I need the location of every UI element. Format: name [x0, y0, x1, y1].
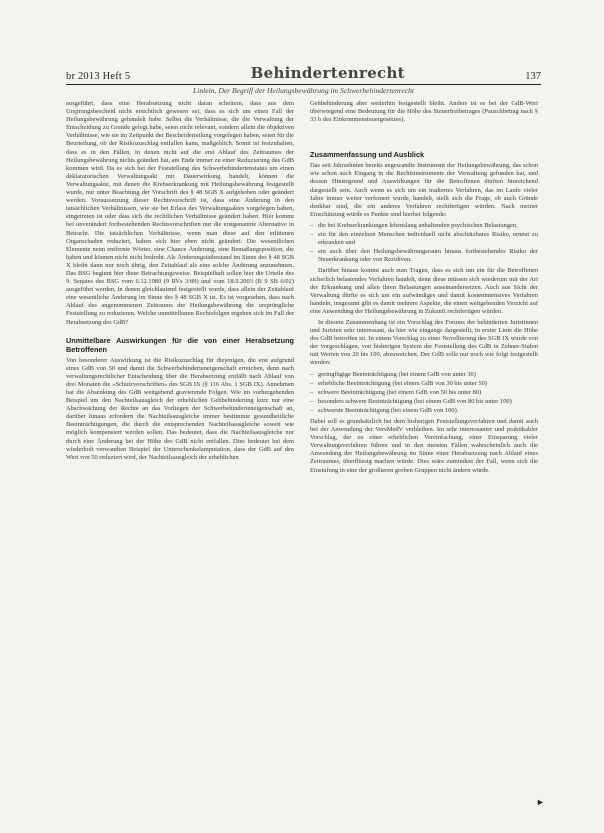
continuation-arrow-icon: ► — [536, 797, 545, 807]
list-item: – erhebliche Beeinträchtigung (bei einem GdB von 30 bis unter 50) — [310, 380, 538, 388]
right-paragraph-2: Das seit Jahrzehnten bereits angewandte Instrument der Heilungsbewährung, das schon wie schon auch Eingang in die Rechtsinstrumente der Verwaltung gefunden hat, und dessen Hintergrund und Auswirkungen für die Betroffenen dürften hinreichend dargestellt sein. Auch wenn es sich um ein tradiertes Verfahren, das im Laufe vieler Jahre immer weiter verfeinert wurde, handelt, stellt sich die Frage, ob auch Gründe denkbar sind, die ein anderes Verfahren rechtfertigen würden. Nach meiner Einschätzung würde es Punkte sind hierbei folgende: — [310, 162, 538, 218]
left-paragraph-2: Von besonderer Auswirkung ist die Risikozuschlag für diejenigen, die erst aufgrund eines GdB von 50 und damit die Schwerbehinderteneigenschaft erreichen, denn nach verwaltungsrechtlicher Entscheidung über die Herabsetzung entfällt nach Ablauf von drei Monaten die »Schutzvorschriften« des SGB IX (§ 116 Abs. 1 SGB IX). Annehmen hat die Absenkung des GdB weitgehend gravierende Folgen. Wie im vorhergehenden Beispiel um den Nachteilsausgleich der erheblichen Gehbehinderung kurz nur eine Abschwächung der Rechte an das Vorliegen der Schwerbehinderteneigenschaft an, darüber hinaus erfordern die Nachteilsausgleiche immer bestimmte gesundheitliche Beeinträchtigungen, die durch die entsprechenden Nachteilsausgleiche soweit wie möglich kompensiert werden sollen. Das bedeutet, dass die Nachteilsausgleiche nur durch eine Änderung bei der Höhe des GdB nicht entfallen. Dies bedeutet bei dem wiederholt verwandten Beispiel der Unterschenkelamputation, dass der GdB auf den Wert von 50 reduziert wird, der Nachteilsausgleich der erheblichen — [66, 356, 294, 461]
list-item: – schwere Beeinträchtigung (bei einem GdB von 50 bis unter 80) — [310, 389, 538, 397]
right-column — [310, 100, 538, 478]
right-paragraph-1: Gehbehinderung aber weiterhin festgestellt bleibt. Anders ist es bei der GdB-Wert überwiegend eine Bedeutung für die Höhe des Steuerfreibetrages (Pauschbetrag nach § 33 b des Einkommensteuergesetzes). — [310, 100, 538, 124]
gdb-levels-list — [310, 371, 538, 415]
list-item: – schwerste Beeinträchtigung (bei einem GdB von 100). — [310, 407, 538, 415]
list-item: – ein auch über den Heilungsbewährungsraum hinaus fortbestehendes Risiko der Neuerkrankung oder von Rezidiven. — [310, 248, 538, 264]
issue-label: br 2013 Heft 5 — [66, 71, 131, 82]
right-paragraph-5: Dabei soll es grundsätzlich bei dem bisherigen Feststellungsverfahren und damit auch bei der Anwendung der VersMedV verbleiben. Im sehr interessanter und praktikabler Vorschlag, der zu einer erheblichen Vereinfachung, einer Einsparung vieler Verwaltungsverfahren führen und in den meisten Fällen wahrscheinlich auch die Anwendung der Heilungsbewährung im Sinne einer Herabsetzung nach Ablauf eines Zeitraumes, überflüssig machen würde. Dies wäre zumindest der Fall, wenn sich die Einstufung in eine der großteren groben Gruppen nicht ändern würde. — [310, 418, 538, 474]
list-item: – die bei Krebserkrankungen lebenslang anhaltenden psychischen Belastungen, — [310, 222, 538, 230]
article-subtitle: Linlein, Der Begriff der Heilungsbewährung im Schwerbehindertenrecht — [193, 86, 414, 95]
page-number: 137 — [525, 71, 541, 82]
list-item: – geringfügige Beeinträchtigung (bei einem GdB von unter 30) — [310, 371, 538, 379]
right-paragraph-4: In diesem Zusammenhang ist ein Vorschlag des Forums der behinderten Juristinnen und Juristen sehr interessant, da hier wie eingangs dargestellt, in erster Linie die Höhe des GdB betroffen ist. In einem Vorschlag zu einer Novellierung des SGB IX wurde von der vorgeschlagen, von bisherigen System der Feststellung des GdB in Zehner-Stufen mit Werten von 20 bis 100, abzuweichen. Der GdB solle nur noch wie folgt festgestellt werden: — [310, 318, 538, 367]
left-paragraph-1: ausgeführt, dass eine Herabsetzung nicht daran scheitern, dass aus dem Ursprungsbescheid nicht ersichtlich gewesen sei, dass es sich um einen Fall der Heilungsbewährung gehandelt habe. Selbst die Verhältnisse, die die Verwaltung der Entscheidung zu Grunde gelegt habe, seien nicht relevant, sondern allein die objektiven Verhältnisse, wie sie im Zeitpunkt der Bescheiderteilung vorgelegen haben, seien für die Beurteilung, ob der Risikozuschlag entfallen kann, maßgeblich. Somit ist festzuhalten, dass es in den Fällen, in denen nicht auf die erst Ablauf des Zeitraumes der Heilungsbewährung nichts geändert hat, am Ende immer zu einer Reduzierung des GdB kommen wird. Da es sich bei der Feststellung des Schwerbehindertenstatus um einen deklaratorischen Verwaltungsakt mit Dauerwirkung handelt, können die Verwaltungsakte, mit denen die Krebserkrankung mit Heilungsbewährung festgestellt wurde, nur unter Beachtung der Vorschrift des § 48 SGB X aufgehoben oder geändert werden. Voraussetzung dieser Rechtsvorschrift ist, dass eine Änderung in den tatsächlichen Verhältnissen, wie sie bei Erlass des Verwaltungsaktes vorgelegen haben, eingetreten ist oder dass sich die rechtlichen Verhältnisse geändert haben. Hier kommt bei unverändert fortbestehenden Rechtsvorschriften nur die erstgenannte Alternative in Betracht. Die tatsächlichen Verhältnisse, wenn man diese auf den erlittenen Organschaden reduziert, haben sich hier eben nicht geändert. Die wesentlichen Elemente nenn entfernte Wörter, eine Chance Änderung, eine Bemaßungsposition, die haben und können nicht nicht bedroht. Als Änderungstatbestand im Sinne des § 48 SGB X bleibt dann nur noch übrig, den Zeitablauf als eine solche Änderung anzunehmen. Das BSG beginnt hier diese Betrachtungsweise. Beispielhaft sollen hier die Urteile des 9. Senates des BSG vom 6.12.1989 (9 RVs 3/89) und vom 18.9.2003 (B 9 SB 6/02) ausgeführt werden, in denen gleichlautend festgestellt wurde, dass allein der Zeitablauf eine wesentliche Änderung im Sinne des § 48 SGB X ist. Es ist vorgesehen, dass nach Ablauf des angenommenen Zeitraums der Heilungsbewährung die ursprüngliche Feststellung zu reduzieren. Welche unmittelbaren Rechtsfolgen ergeben sich im Fall der Herabsetzung des GdB? — [66, 100, 294, 326]
section-spacer — [310, 127, 538, 141]
right-paragraph-3: Darüber hinaus kommt auch zum Tragen, dass es sich um ein für die Betroffenen sicherlich belastendes Verfahren handelt, denn diese müssen sich wiederum mit der Art der Erkrankung und allen ihren Belastungen auseinandersetzen. Auch aus Sicht der Verwaltung dürfte es sich um ein aufwändiges und damit kostenintensives Verfahren handeln, insgesamt gibt es damit mehrere Aspekte, die einen weitgehenden Verzicht auf eine Anwendung der Heilungsbewährung in Zukunft rechtfertigen würden. — [310, 267, 538, 315]
running-header — [66, 60, 541, 85]
aspects-list — [310, 222, 538, 264]
list-item: – besonders schwere Beeinträchtigung (bei einem GdB von 80 bis unter 100) — [310, 398, 538, 406]
left-column — [66, 100, 294, 465]
journal-title: Behindertenrecht — [250, 64, 405, 82]
list-item: – ein für den einzelnen Menschen individuell nicht abschätzbares Risiko, erneut zu erkranken und — [310, 231, 538, 247]
right-section-heading: Zusammenfassung und Ausblick — [310, 150, 425, 160]
left-section-heading: Unmittelbare Auswirkungen für die von einer Herabsetzung Betroffenen — [66, 335, 294, 354]
